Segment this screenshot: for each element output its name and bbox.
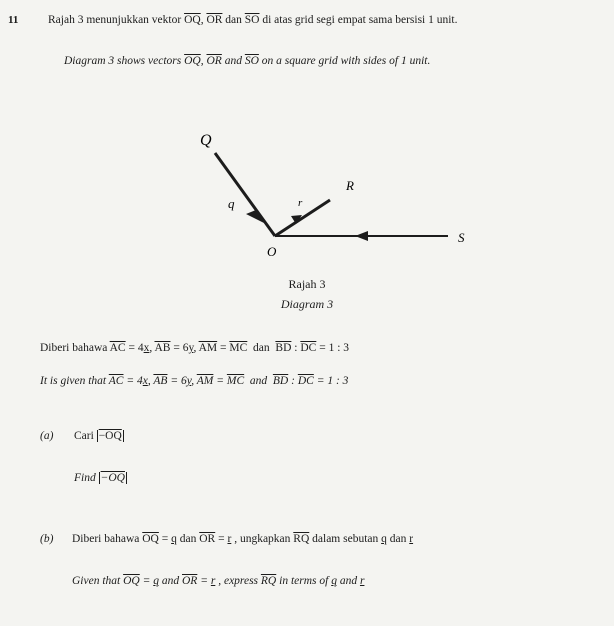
text: Cari xyxy=(74,430,97,442)
text: dan xyxy=(222,14,245,26)
vector-am: $\overline{AM}$ xyxy=(196,375,214,387)
vector-mc: $\overline{MC}$ xyxy=(229,342,248,354)
question-text-ms xyxy=(48,14,458,26)
question-text-en xyxy=(64,55,430,67)
vector-am: $\overline{AM}$ xyxy=(198,342,218,354)
text: Diagram 3 shows vectors xyxy=(64,55,185,67)
vector-ac: $\overline{AC}$ xyxy=(109,342,126,354)
text: = xyxy=(217,342,230,354)
label-r-vector: r xyxy=(298,197,303,209)
vector-r: r xyxy=(409,533,414,545)
vector-x: x xyxy=(143,342,150,354)
segment-bd: $\overline{BD}$ xyxy=(272,375,289,387)
label-o-point: O xyxy=(267,244,277,259)
given-en xyxy=(40,375,348,387)
label-r-point: R xyxy=(346,178,354,193)
text: and xyxy=(221,55,245,67)
vector-x: x xyxy=(142,375,148,387)
vector-or: $\overline{OR}$ xyxy=(206,55,222,67)
text: , express xyxy=(215,575,261,587)
text: = 1 : 3 xyxy=(313,375,349,387)
magnitude-expression xyxy=(97,430,124,442)
vector-q: q xyxy=(381,533,387,545)
vector-q: q xyxy=(171,533,177,545)
text: Given that xyxy=(72,575,124,587)
text: and xyxy=(244,375,273,387)
vector-so: $\overline{SO}$ xyxy=(244,55,259,67)
text: = 1 : 3 xyxy=(316,342,350,354)
text: dan xyxy=(386,533,410,545)
part-b-text-ms xyxy=(72,533,413,545)
vector-oq: $\overline{OQ}$ xyxy=(123,575,140,587)
vector-y: y xyxy=(186,375,192,387)
expression: −OQ xyxy=(98,430,122,442)
label-s-point: S xyxy=(458,230,465,245)
magnitude-expression xyxy=(99,472,127,484)
text: = 4 xyxy=(123,375,143,387)
vector-q: q xyxy=(331,575,337,587)
text: It is given that xyxy=(40,375,109,387)
diagram-caption-en: Diagram 3 xyxy=(280,297,334,311)
text: dan xyxy=(176,533,200,545)
segment-dc: $\overline{DC}$ xyxy=(297,375,314,387)
text: = xyxy=(213,375,227,387)
question-number: 11 xyxy=(8,14,19,26)
text: = 6 xyxy=(167,375,187,387)
text: , xyxy=(200,55,207,67)
label-q-vector: q xyxy=(228,196,235,211)
vector-ac: $\overline{AC}$ xyxy=(108,375,124,387)
expression: −OQ xyxy=(100,472,125,484)
vector-oq: $\overline{OQ}$ xyxy=(184,14,201,26)
vector-rq: $\overline{RQ}$ xyxy=(260,575,277,587)
given-ms xyxy=(40,342,349,354)
vector-or: $\overline{OR}$ xyxy=(206,14,223,26)
vector-mc: $\overline{MC}$ xyxy=(226,375,245,387)
vector-ab: $\overline{AB}$ xyxy=(154,342,171,354)
text: , ungkapkan xyxy=(231,533,294,545)
vector-or: $\overline{OR}$ xyxy=(199,533,216,545)
text: : xyxy=(288,375,298,387)
text: = 6 xyxy=(170,342,189,354)
text: = xyxy=(158,533,172,545)
vector-or-line xyxy=(275,200,330,236)
text: and xyxy=(336,575,360,587)
part-b-label: (b) xyxy=(40,533,54,545)
text: di atas grid segi empat sama bersisi 1 unit. xyxy=(259,14,458,26)
text: : xyxy=(291,342,301,354)
vector-r: r xyxy=(227,533,232,545)
text: , xyxy=(191,375,197,387)
text: and xyxy=(159,575,182,587)
arrowhead-so xyxy=(355,231,368,241)
text: dalam sebutan xyxy=(309,533,382,545)
vector-r: r xyxy=(210,575,216,587)
vector-oq-line xyxy=(215,153,275,236)
text: Rajah 3 menunjukkan vektor xyxy=(48,14,185,26)
part-a-text-ms xyxy=(74,430,124,442)
text: = 4 xyxy=(125,342,144,354)
text: dan xyxy=(247,342,276,354)
text: Find xyxy=(74,472,99,484)
vector-ab: $\overline{AB}$ xyxy=(153,375,168,387)
text: , xyxy=(147,375,154,387)
vector-so: $\overline{SO}$ xyxy=(244,14,260,26)
part-b-text-en xyxy=(72,575,364,587)
vector-diagram xyxy=(190,130,490,270)
vector-y: y xyxy=(188,342,194,354)
vector-oq: $\overline{OQ}$ xyxy=(142,533,159,545)
text: , xyxy=(200,14,207,26)
vector-or: $\overline{OR}$ xyxy=(182,575,198,587)
text: = xyxy=(197,575,211,587)
part-a-label: (a) xyxy=(40,430,54,442)
diagram-caption-ms: Rajah 3 xyxy=(288,277,326,291)
text: in terms of xyxy=(276,575,332,587)
part-a-text-en xyxy=(74,472,127,484)
label-q-point: Q xyxy=(200,132,212,149)
text: Diberi bahawa xyxy=(40,342,110,354)
text: , xyxy=(193,342,199,354)
segment-bd: $\overline{BD}$ xyxy=(275,342,292,354)
vector-r: r xyxy=(359,575,365,587)
vector-rq: $\overline{RQ}$ xyxy=(293,533,310,545)
text: on a square grid with sides of 1 unit. xyxy=(258,55,431,67)
segment-dc: $\overline{DC}$ xyxy=(300,342,317,354)
text: Diberi bahawa xyxy=(72,533,143,545)
text: = xyxy=(215,533,228,545)
vector-oq: $\overline{OQ}$ xyxy=(184,55,201,67)
text: , xyxy=(149,342,155,354)
vector-q: q xyxy=(153,575,159,587)
text: = xyxy=(139,575,154,587)
